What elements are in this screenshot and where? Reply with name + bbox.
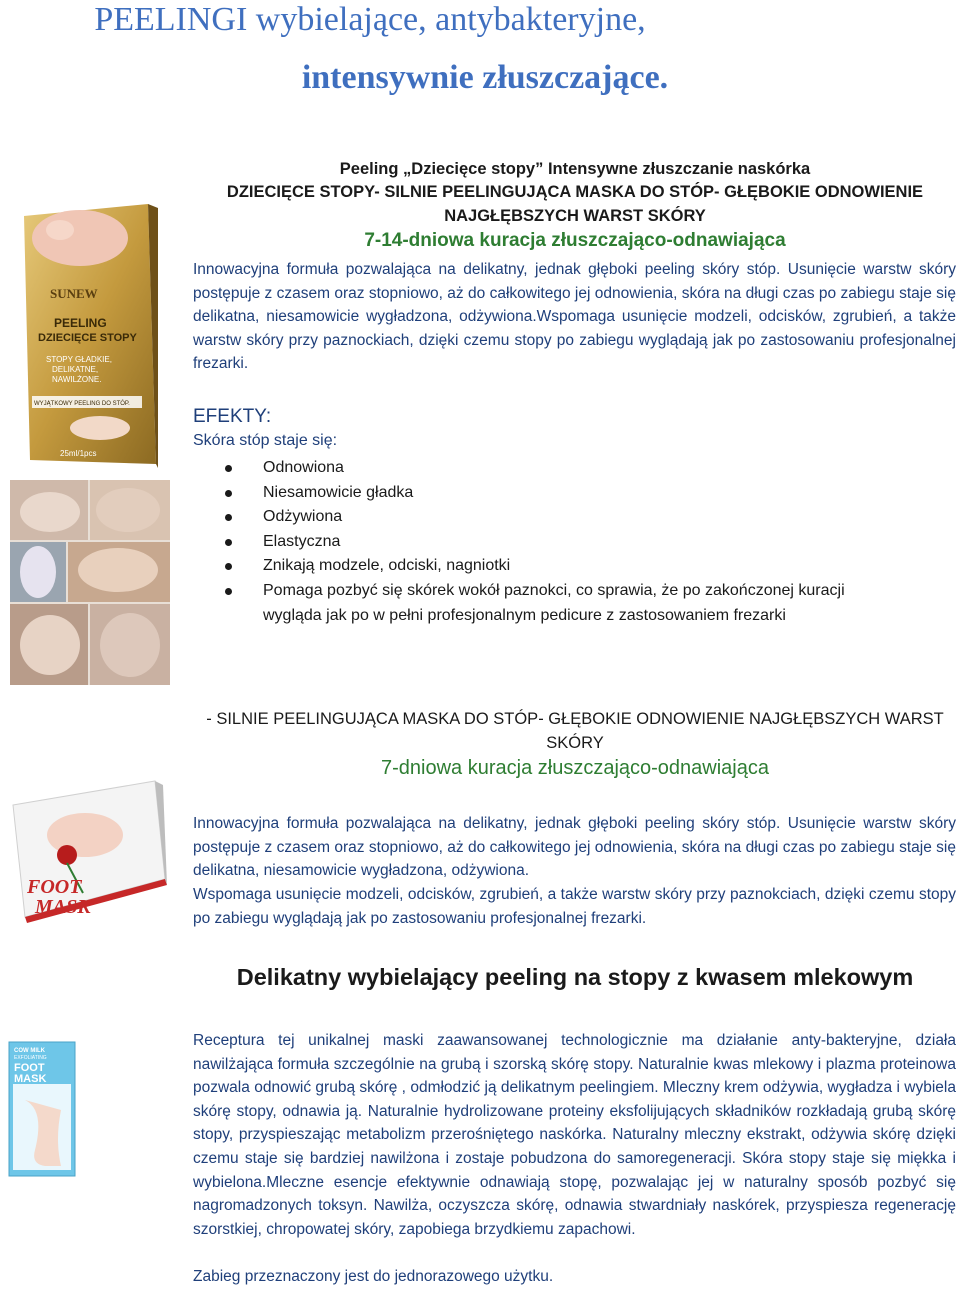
section1-subtitle: 7-14-dniowa kuracja złuszczająco-odnawiająca	[364, 230, 786, 251]
section2-paragraph1: Innowacyjna formuła pozwalająca na delikatny, jednak głęboki peeling skóry stóp. Usunięcie warstw skóry postępuje z czasem oraz stopniowo, aż do całkowitego jej odnowienia, skóra na długi czas po zabiegu staje się delikatna, niesamowicie wygładzona, odżywiona.	[193, 815, 956, 880]
section1-heading-line1: Peeling „Dziecięce stopy” Intensywne złuszczanie naskórka	[339, 160, 811, 178]
product-claim-line1: STOPY GŁADKIE,	[46, 355, 112, 364]
effect-item: Odżywiona	[193, 505, 873, 530]
section2-heading-line1	[190, 708, 960, 731]
effects-label: EFEKTY:	[193, 406, 272, 427]
effect-item: Elastyczna	[193, 530, 873, 555]
section1-paragraph: Innowacyjna formuła pozwalająca na delikatny, jednak głęboki peeling skóry stóp. Usunięcie warstw skóry postępuje z czasem oraz stopniowo, aż do całkowitego jej odnowienia, skóra na długi czas po zabiegu staje się delikatna, niesamowicie wygładzona, odżywiona.Wspomaga usunięcie modzeli, odcisków, zgrubień, a także warstw skóry przy paznockiach, dzięki czemu stopy po zabiegu wyglądają jak po zastosowaniu profesjonalnej frezarki.	[193, 261, 956, 373]
foot-mask-line1: FOOT	[27, 876, 82, 898]
product-ribbon: WYJĄTKOWY PEELING DO STÓP.	[34, 401, 130, 407]
section2-subtitle: 7-dniowa kuracja złuszczająco-odnawiająca	[381, 757, 769, 779]
section2-heading-text1: - SILNIE PEELINGUJĄCA MASKA DO STÓP- GŁĘBOKIE ODNOWIENIE NAJGŁĘBSZYCH WARST	[206, 710, 944, 728]
effect-item: Odnowiona	[193, 456, 873, 481]
product-name-line1: PEELING	[54, 316, 107, 330]
cow-milk-line2: EXFOLIATING	[14, 1055, 47, 1061]
product-brand: SUNEW	[50, 286, 98, 301]
page-title-line2: intensywnie złuszczające.	[301, 59, 669, 96]
section1-heading-line2: DZIECIĘCE STOPY- SILNIE PEELINGUJĄCA MASKA DO STÓP- GŁĘBOKIE ODNOWIENIE	[226, 183, 924, 201]
section3-paragraph: Receptura tej unikalnej maski zaawansowanej technologicznie ma działanie anty-bakteryjne, działa nawilżająca formuła szczególnie na grubą i szorską skórę stopy. Naturalnie kwas mlekowy i plazma proteinowa pozwala odnowić grubą skórę , odmłodzić ją delikatnym peelingiem. Mleczny krem odżywia, wygładza i wybiela skórę stopy, odnawia ją. Naturalnie hydrolizowane proteiny eksfolijujących składników rozkładają grubą skórę stopy, przyspieszając metabolizm przerośniętego naskórka. Naturalny mleczny ekstrakt, odżywia skórę dzięki czemu staje się bardziej nawilżona i zostaje pobudzona do samoregeneracji. Skóra stopy staje się miękka i wybielona.Mleczne esencje efektywnie odnawiają stopę, pozwalając jej w naturalny sposób pozbyć się nagromadzonych toksyn. Nawilża, oczyszcza skórę, odnawia stwardniały naskórek, przyspiesza regenerację szorstkiej, chropowatej skóry, zapobiega brzydkiemu zapachowi.	[193, 1032, 956, 1238]
effects-list	[193, 456, 873, 628]
product-volume: 25ml/1pcs	[60, 449, 97, 458]
section1-heading-line3: NAJGŁĘBSZYCH WARST SKÓRY	[444, 207, 706, 225]
cow-milk-line4: MASK	[14, 1073, 47, 1085]
section3-heading: Delikatny wybielający peeling na stopy z kwasem mlekowym	[236, 964, 914, 990]
page-title-line1: PEELINGI wybielające, antybakteryjne,	[94, 1, 646, 38]
effects-sub: Skóra stóp staje się:	[193, 432, 338, 449]
product-claim-line2: DELIKATNE,	[52, 365, 99, 374]
foot-mask-line2: MASK	[35, 896, 91, 918]
cow-milk-line1: COW MILK	[14, 1048, 45, 1054]
section3-last-line: Zabieg przeznaczony jest do jednorazowego użytku.	[193, 1268, 554, 1285]
section2-heading-line2: SKÓRY	[546, 734, 604, 752]
section2-paragraph2: Wspomaga usunięcie modzeli, odcisków, zgrubień, a także warstw skóry przy paznokciach, dzięki czemu stopy po zabiegu wyglądają jak po zastosowaniu profesjonalnej frezarki.	[193, 886, 956, 927]
product-image-foot-mask	[5, 775, 170, 925]
product-claim-line3: NAWILŻONE.	[52, 375, 102, 384]
effect-item: Pomaga pozbyć się skórek wokół paznokci, co sprawia, że po zakończonej kuracji wygląda jak po w pełni profesjonalnym pedicure z zastosowaniem frezarki	[193, 579, 873, 628]
product-image-dzieciece-stopy	[20, 200, 160, 470]
cow-milk-line3: FOOT	[14, 1062, 45, 1074]
product-image-cow-milk-mask	[5, 1040, 80, 1180]
effect-item: Niesamowicie gładka	[193, 481, 873, 506]
effect-item: Znikają modzele, odciski, nagniotki	[193, 554, 873, 579]
product-name-line2: DZIECIĘCE STOPY	[38, 332, 137, 344]
feet-photo-collage	[10, 480, 170, 685]
